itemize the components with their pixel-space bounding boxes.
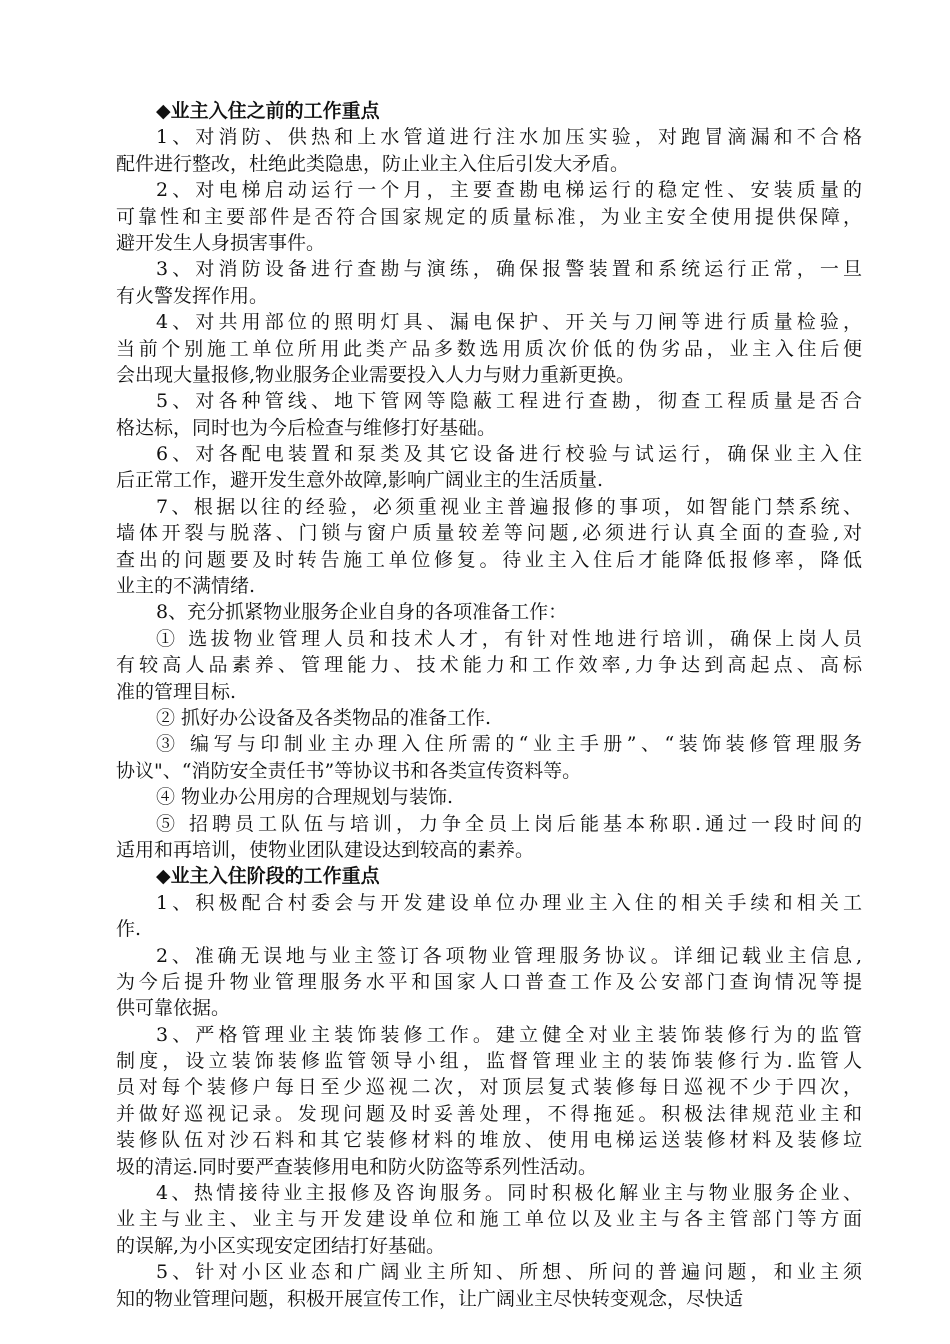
text-line: 8、充分抓紧物业服务企业自身的各项准备工作： [156,601,568,624]
document-page [116,98,862,1312]
text-line: 供可靠依据。 [116,997,231,1020]
text-line: ④ 物业办公用房的合理规划与装饰. [156,786,454,809]
text-line: 格达标，同时也为今后检查与维修打好基础。 [116,416,497,439]
text-line: 协议"、“消防安全责任书”等协议书和各类宣传资料等。 [116,759,582,782]
text-line: 当前个别施工单位所用此类产品多数选用质次价低的伪劣品，业主入住后便 [116,337,862,360]
section-heading: ◆业主入住阶段的工作重点 [156,865,380,888]
text-line: 1、对消防、供热和上水管道进行注水加压实验，对跑冒滴漏和不合格 [156,126,862,149]
text-line: 配件进行整改，杜绝此类隐患，防止业主入住后引发大矛盾。 [116,152,630,175]
text-line: 7、根据以往的经验，必须重视业主普遍报修的事项，如智能门禁系统、 [156,495,862,518]
text-line: 知的物业管理问题，积极开展宣传工作，让广阔业主尽快转变观念，尽快适 [116,1287,744,1310]
text-line: 5、对各种管线、地下管网等隐蔽工程进行查勘，彻查工程质量是否合 [156,390,862,413]
text-line: 4、对共用部位的照明灯具、漏电保护、开关与刀闸等进行质量检验， [156,311,862,334]
text-line: 装修队伍对沙石料和其它装修材料的堆放、使用电梯运送装修材料及装修垃 [116,1129,862,1152]
text-line: 避开发生人身损害事件。 [116,231,326,254]
text-line: 适用和再培训，使物业团队建设达到较高的素养。 [116,838,535,861]
text-line: 圾的清运.同时要严查装修用电和防火防盗等系列性活动。 [116,1155,598,1178]
text-line: ② 抓好办公设备及各类物品的准备工作. [156,706,492,729]
text-line: 2、准确无误地与业主签订各项物业管理服务协议。详细记载业主信息, [156,944,862,967]
text-line: 并做好巡视记录。发现问题及时妥善处理，不得拖延。积极法律规范业主和 [116,1102,862,1125]
text-line: 后正常工作，避开发生意外故障,影响广阔业主的生活质量. [116,469,604,492]
text-line: 3、严格管理业主装饰装修工作。建立健全对业主装饰装修行为的监管 [156,1023,862,1046]
text-line: 有较高人品素养、管理能力、技术能力和工作效率,力争达到高起点、高标 [116,654,862,677]
text-line: 墙体开裂与脱落、门锁与窗户质量较差等问题,必须进行认真全面的查验,对 [116,522,862,545]
text-line: 业主的不满情绪. [116,575,256,598]
text-line: 4、热情接待业主报修及咨询服务。同时积极化解业主与物业服务企业、 [156,1182,862,1205]
text-line: ③ 编写与印制业主办理入住所需的“业主手册”、“装饰装修管理服务 [156,733,862,756]
text-line: ① 选拔物业管理人员和技术人才，有针对性地进行培训，确保上岗人员 [156,627,862,650]
text-line: 准的管理目标. [116,680,237,703]
section-heading: ◆业主入住之前的工作重点 [156,100,380,122]
text-line: 3、对消防设备进行查勘与演练，确保报警装置和系统运行正常，一旦 [156,258,862,281]
text-line: 制度，设立装饰装修监管领导小组，监督管理业主的装饰装修行为.监管人 [116,1050,862,1073]
text-line: 5、针对小区业态和广阔业主所知、所想、所问的普遍问题，和业主须 [156,1261,862,1284]
text-line: 的误解,为小区实现安定团结打好基础。 [116,1234,446,1257]
text-line: 为今后提升物业管理服务水平和国家人口普查工作及公安部门查询情况等提 [116,970,862,993]
text-line: 可靠性和主要部件是否符合国家规定的质量标准，为业主安全使用提供保障， [116,205,862,228]
text-line: ⑤ 招聘员工队伍与培训，力争全员上岗后能基本称职.通过一段时间的 [156,812,862,835]
text-line: 6、对各配电装置和泵类及其它设备进行校验与试运行，确保业主入住 [156,443,862,466]
text-line: 业主与业主、业主与开发建设单位和施工单位以及业主与各主管部门等方面 [116,1208,862,1231]
text-line: 有火警发挥作用。 [116,284,269,307]
text-line: 1、积极配合村委会与开发建设单位办理业主入住的相关手续和相关工 [156,891,862,914]
text-line: 作. [116,918,142,941]
text-line: 2、对电梯启动运行一个月，主要查勘电梯运行的稳定性、安装质量的 [156,179,862,202]
text-line: 会出现大量报修,物业服务企业需要投入人力与财力重新更换。 [116,363,636,386]
text-line: 查出的问题要及时转告施工单位修复。待业主入住后才能降低报修率，降低 [116,548,862,571]
text-line: 员对每个装修户每日至少巡视二次，对顶层复式装修每日巡视不少于四次， [116,1076,862,1099]
